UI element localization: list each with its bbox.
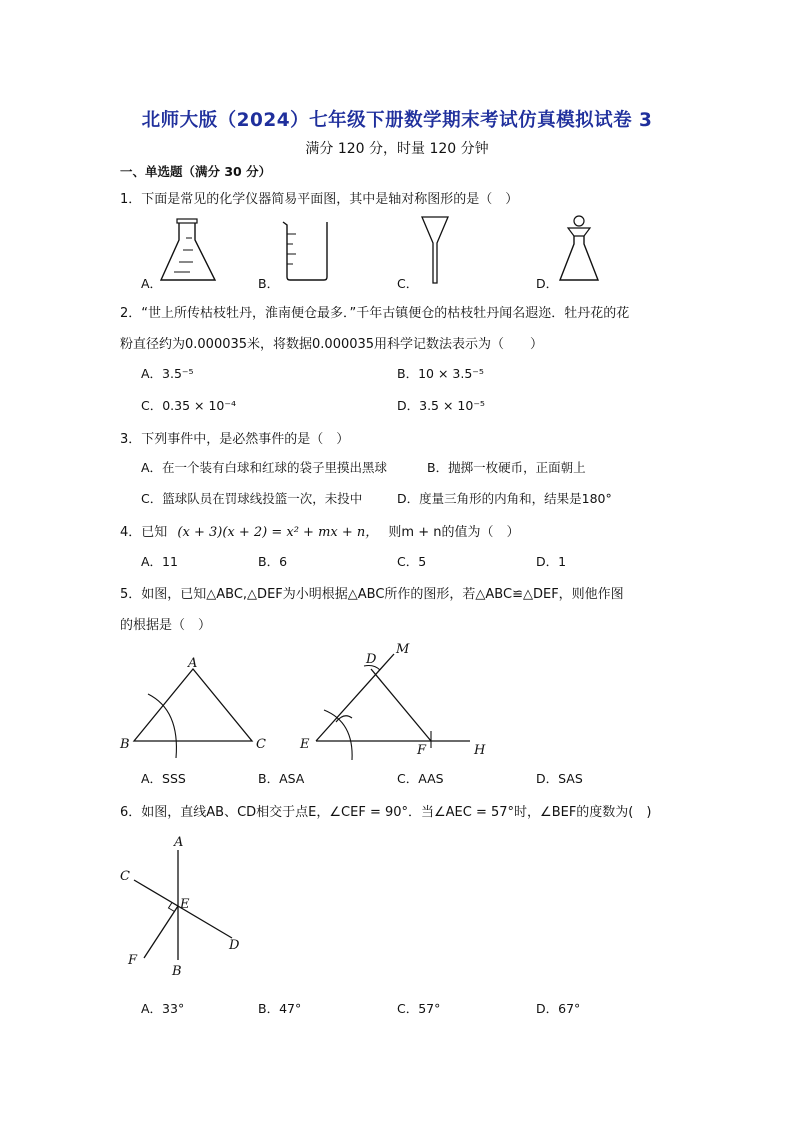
q4-stem-suffix: 则m + n的值为（ ） xyxy=(388,525,520,540)
q5-label-e: E xyxy=(300,737,310,752)
q6-intersecting-lines-figure xyxy=(114,832,254,982)
q4-stem-prefix: 4．已知 xyxy=(120,525,168,540)
q6-label-f: F xyxy=(128,953,138,968)
q1-flask-erlenmeyer-figure xyxy=(158,218,218,283)
q6-option-d[interactable]: D．67° xyxy=(536,1001,581,1016)
q6-option-c[interactable]: C．57° xyxy=(397,1001,441,1016)
q6-label-d: D xyxy=(229,938,240,953)
q5-option-a[interactable]: A．SSS xyxy=(141,771,186,786)
q6-label-c: C xyxy=(120,869,130,884)
q1-stem: 1．下面是常见的化学仪器简易平面图，其中是轴对称图形的是（ ） xyxy=(120,192,519,207)
q6-label-a: A xyxy=(174,835,184,850)
q2-option-a[interactable]: A．3.5⁻⁵ xyxy=(141,366,194,381)
q6-label-e: E xyxy=(180,897,190,912)
q5-label-f: F xyxy=(417,743,427,758)
exam-subtitle: 满分 120 分，时量 120 分钟 xyxy=(305,141,489,157)
q5-option-c[interactable]: C．AAS xyxy=(397,771,444,786)
section-heading: 一、单选题（满分 30 分） xyxy=(120,164,272,179)
q5-stem-line2: 的根据是（ ） xyxy=(120,618,212,633)
q1-option-d[interactable]: D． xyxy=(536,276,559,291)
q6-option-b[interactable]: B．47° xyxy=(258,1001,302,1016)
exam-title: 北师大版（2024）七年级下册数学期末考试仿真模拟试卷 3 xyxy=(141,110,653,131)
q4-option-c[interactable]: C．5 xyxy=(397,554,427,569)
q2-stem-line2: 粉直径约为0.000035米，将数据0.000035用科学记数法表示为（ ） xyxy=(120,337,544,352)
q5-stem-line1: 5．如图，已知△ABC,△DEF为小明根据△ABC所作的图形，若△ABC≌△DEF，则他作图 xyxy=(120,587,624,602)
q5-label-c: C xyxy=(256,737,266,752)
q3-option-a[interactable]: A．在一个装有白球和红球的袋子里摸出黑球 xyxy=(141,460,388,475)
q5-label-b: B xyxy=(120,737,130,752)
q2-option-c[interactable]: C．0.35 × 10⁻⁴ xyxy=(141,398,236,413)
q1-option-c[interactable]: C． xyxy=(397,276,419,291)
q4-option-d[interactable]: D．1 xyxy=(536,554,567,569)
q5-triangle-figure xyxy=(118,642,498,758)
q5-option-d[interactable]: D．SAS xyxy=(536,771,583,786)
q5-label-h: H xyxy=(474,743,486,758)
q1-option-a[interactable]: A． xyxy=(141,276,163,291)
q1-option-b[interactable]: B． xyxy=(258,276,280,291)
q3-stem: 3．下列事件中，是必然事件的是（ ） xyxy=(120,432,350,447)
q5-label-m: M xyxy=(396,642,410,657)
q4-option-a[interactable]: A．11 xyxy=(141,554,178,569)
q4-stem xyxy=(120,521,519,540)
q6-stem: 6．如图，直线AB、CD相交于点E，∠CEF = 90°．当∠AEC = 57°时，∠BEF的度数为( ) xyxy=(120,805,652,820)
q1-funnel-figure xyxy=(420,215,450,285)
q3-option-d[interactable]: D．度量三角形的内角和，结果是180° xyxy=(397,491,612,506)
q2-stem-line1: 2．“世上所传枯枝牡丹，淮南便仓最多．”千年古镇便仓的枯枝牡丹闻名遐迩．牡丹花的花 xyxy=(120,306,630,321)
q1-reagent-bottle-figure xyxy=(556,214,602,284)
q3-option-c[interactable]: C．篮球队员在罚球线投篮一次，未投中 xyxy=(141,491,363,506)
q3-option-b[interactable]: B．抛掷一枚硬币，正面朝上 xyxy=(427,460,586,475)
q6-option-a[interactable]: A．33° xyxy=(141,1001,185,1016)
q5-label-a: A xyxy=(188,656,198,671)
q6-label-b: B xyxy=(172,964,182,979)
q2-option-d[interactable]: D．3.5 × 10⁻⁵ xyxy=(397,398,485,413)
q1-beaker-figure xyxy=(280,220,332,282)
q4-expression: (x + 3)(x + 2) = x² + mx + n， xyxy=(177,525,379,540)
q4-option-b[interactable]: B．6 xyxy=(258,554,288,569)
q2-option-b[interactable]: B．10 × 3.5⁻⁵ xyxy=(397,366,484,381)
q5-label-d: D xyxy=(366,652,377,667)
q5-option-b[interactable]: B．ASA xyxy=(258,771,305,786)
